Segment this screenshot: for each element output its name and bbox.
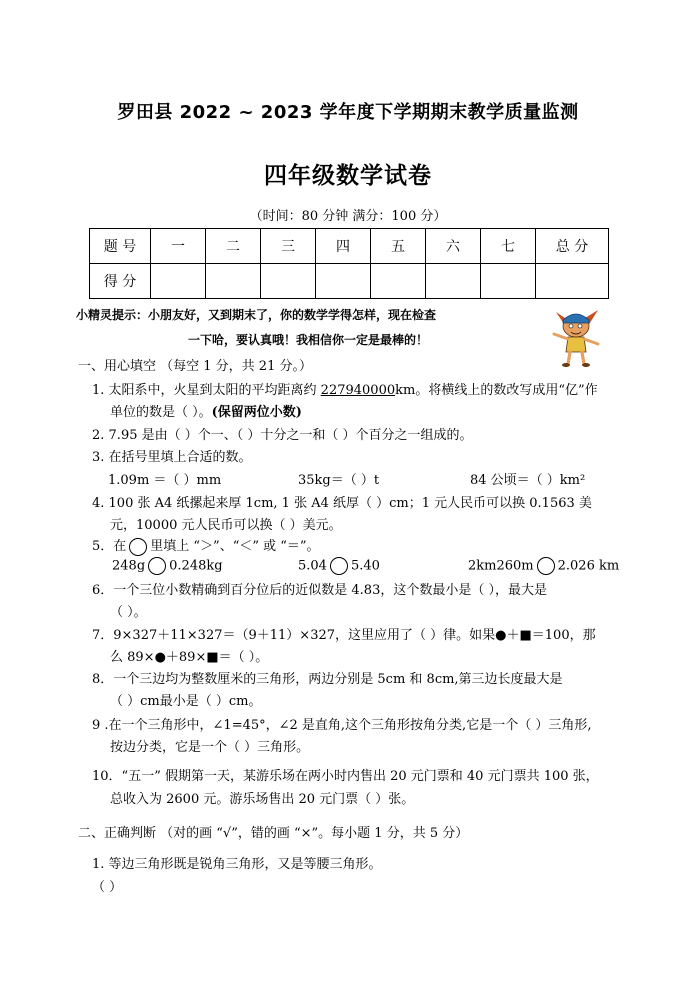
section-1-heading: 一、用心填空 （每空 1 分，共 21 分。） — [78, 359, 312, 374]
question-6-line-2: （ ）。 — [110, 605, 147, 620]
q5a-left: 248g — [112, 558, 146, 574]
score-input-cell[interactable] — [536, 264, 609, 299]
question-5a — [112, 557, 223, 575]
exam-info: （时间：80 分钟 满分：100 分） — [249, 209, 447, 224]
q5c-right: 2.026 km — [557, 558, 620, 574]
score-table-score-row — [90, 264, 609, 299]
score-row-label: 得 分 — [90, 264, 151, 299]
score-input-cell[interactable] — [481, 264, 536, 299]
exam-header-title: 罗田县 2022 ~ 2023 学年度下学期期末教学质量监测 — [117, 102, 579, 123]
score-input-cell[interactable] — [371, 264, 426, 299]
question-4-line-1: 4. 100 张 A4 纸摞起来厚 1cm, 1 张 A4 纸厚（ ）cm；1 元人民币可以换 0.1563 美 — [92, 496, 592, 511]
score-input-cell[interactable] — [426, 264, 481, 299]
question-4-line-2: 元，10000 元人民币可以换（ ）美元。 — [110, 518, 342, 533]
mascot-illustration — [546, 306, 606, 368]
compare-circle[interactable] — [537, 557, 555, 575]
question-1-line-2 — [110, 401, 302, 420]
score-cell: 七 — [481, 229, 536, 264]
score-cell: 六 — [426, 229, 481, 264]
score-cell: 总 分 — [536, 229, 609, 264]
score-cell: 一 — [151, 229, 206, 264]
exam-title: 四年级数学试卷 — [264, 163, 432, 189]
q5-pre: 5．在 — [92, 539, 127, 554]
q5c-left: 2km260m — [468, 558, 534, 574]
question-9-line-1: 9 .在一个三角形中，∠1=45°，∠2 是直角,这个三角形按角分类,它是一个（ ）三角形, — [92, 718, 592, 733]
question-3a: 1.09m ＝（ ）mm — [108, 473, 222, 488]
question-5 — [92, 535, 320, 556]
question-2: 2. 7.95 是由（ ）个一、（ ）十分之一和（ ）个百分之一组成的。 — [92, 428, 473, 443]
question-5b — [298, 557, 380, 575]
question-7-line-2: 么 89×●＋89×■＝（ ）。 — [110, 650, 269, 665]
question-1-line-1 — [92, 379, 598, 398]
score-table-header-row — [90, 229, 609, 264]
question-10-line-2: 总收入为 2600 元。游乐场售出 20 元门票（ ）张。 — [110, 792, 415, 807]
q1-hint: (保留两位小数) — [211, 405, 302, 420]
q1-text-post: km。将横线上的数改写成用“亿”作 — [395, 383, 598, 398]
question-3: 3. 在括号里填上合适的数。 — [92, 450, 252, 465]
q1-answer-text: 单位的数是（ ）。 — [110, 405, 212, 420]
score-input-cell[interactable] — [151, 264, 206, 299]
q1-text: 1. 太阳系中，火星到太阳的平均距离约 — [92, 383, 321, 398]
compare-circle[interactable] — [330, 557, 348, 575]
tip-line-1: 小精灵提示：小朋友好，又到期末了，你的数学学得怎样，现在检查 — [76, 308, 437, 322]
score-table — [89, 228, 609, 299]
score-cell: 二 — [206, 229, 261, 264]
score-cell: 五 — [371, 229, 426, 264]
score-cell: 三 — [261, 229, 316, 264]
question-8-line-2: （ ）cm最小是（ ）cm。 — [110, 694, 262, 709]
question-3c: 84 公顷＝（ ）km² — [470, 473, 586, 488]
judge-answer-paren[interactable]: （ ） — [92, 880, 123, 895]
q5b-left: 5.04 — [298, 558, 327, 574]
question-3b: 35kg＝（ ）t — [298, 473, 380, 488]
question-7-line-1: 7．9×327＋11×327＝（9＋11）×327，这里应用了（ ）律。如果●＋■＝100，那 — [92, 628, 596, 643]
tip-line-2: 一下哈，要认真哦！我相信你一定是最棒的！ — [188, 333, 429, 347]
score-input-cell[interactable] — [206, 264, 261, 299]
question-8-line-1: 8．一个三边均为整数厘米的三角形，两边分别是 5cm 和 8cm,第三边长度最大是 — [92, 672, 563, 687]
section-2-heading: 二、正确判断 （对的画 “√”，错的画 “×”。每小题 1 分，共 5 分） — [78, 826, 469, 841]
score-input-cell[interactable] — [316, 264, 371, 299]
question-6-line-1: 6．一个三位小数精确到百分位后的近似数是 4.83，这个数最小是（ ），最大是 — [92, 583, 547, 598]
compare-circle[interactable] — [148, 557, 166, 575]
q5-post: 里填上 “＞”、“＜” 或 “＝”。 — [150, 539, 320, 554]
score-cell: 四 — [316, 229, 371, 264]
q5a-right: 0.248kg — [169, 558, 223, 574]
judge-question-1: 1. 等边三角形既是锐角三角形，又是等腰三角形。 — [92, 857, 382, 872]
q5b-right: 5.40 — [350, 558, 380, 574]
question-5c — [468, 557, 619, 575]
score-input-cell[interactable] — [261, 264, 316, 299]
compare-circle[interactable] — [129, 538, 147, 556]
question-10-line-1: 10．“五一” 假期第一天，某游乐场在两小时内售出 20 元门票和 40 元门票共 100 张， — [92, 769, 599, 784]
score-cell: 题 号 — [90, 229, 151, 264]
q1-number: 227940000 — [320, 383, 396, 398]
question-9-line-2: 按边分类，它是一个（ ）三角形。 — [110, 740, 310, 755]
